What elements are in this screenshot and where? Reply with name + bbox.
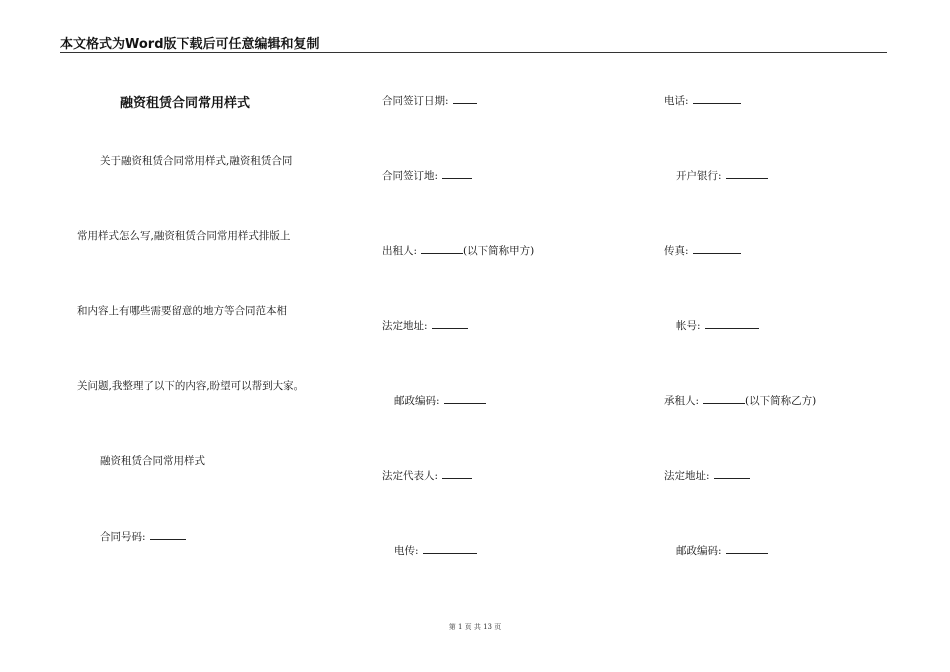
lessor-blank — [421, 243, 463, 254]
lessee-field — [664, 393, 816, 408]
fax-blank — [693, 243, 741, 254]
lessee-label: 承租人: — [664, 395, 700, 407]
sign-date-field — [382, 93, 477, 108]
legal-address-blank-1 — [432, 318, 468, 329]
lessee-note: (以下简称乙方) — [745, 395, 817, 407]
telex-field — [394, 543, 477, 558]
intro-line-4: 关问题,我整理了以下的内容,盼望可以帮到大家。 — [77, 380, 305, 392]
legal-address-label-1: 法定地址: — [382, 320, 428, 332]
postcode-label-2: 邮政编码: — [676, 545, 722, 557]
phone-label: 电话: — [664, 95, 689, 107]
legal-address-blank-2 — [714, 468, 750, 479]
lessor-note: (以下简称甲方) — [463, 245, 535, 257]
telex-blank — [423, 543, 477, 554]
document-title: 融资租赁合同常用样式 — [120, 96, 251, 111]
fax-field — [664, 243, 741, 258]
phone-field — [664, 93, 741, 108]
sign-place-blank — [442, 168, 472, 179]
bank-blank — [726, 168, 768, 179]
postcode-blank-2 — [726, 543, 768, 554]
phone-blank — [693, 93, 741, 104]
intro-line-2: 常用样式怎么写,融资租赁合同常用样式排版上 — [77, 230, 291, 242]
legal-rep-label: 法定代表人: — [382, 470, 439, 482]
legal-address-label-2: 法定地址: — [664, 470, 710, 482]
page-number: 第 1 页 共 13 页 — [448, 623, 502, 631]
sign-place-field — [382, 168, 472, 183]
legal-address-field-1 — [382, 318, 468, 333]
postcode-label-1: 邮政编码: — [394, 395, 440, 407]
header-divider — [60, 52, 887, 53]
legal-rep-field — [382, 468, 472, 483]
fax-label: 传真: — [664, 245, 689, 257]
sign-date-blank — [453, 93, 477, 104]
header-title: 本文格式为Word版下载后可任意编辑和复制 — [60, 37, 320, 52]
contract-number-blank — [150, 529, 186, 540]
lessee-blank — [703, 393, 745, 404]
account-blank — [705, 318, 759, 329]
bank-label: 开户银行: — [676, 170, 722, 182]
postcode-field-1 — [394, 393, 486, 408]
account-field — [676, 318, 759, 333]
legal-address-field-2 — [664, 468, 750, 483]
contract-number-field — [100, 529, 186, 544]
postcode-field-2 — [676, 543, 768, 558]
intro-line-1: 关于融资租赁合同常用样式,融资租赁合同 — [100, 155, 293, 167]
postcode-blank-1 — [444, 393, 486, 404]
document-subtitle: 融资租赁合同常用样式 — [100, 455, 205, 467]
account-label: 帐号: — [676, 320, 701, 332]
bank-field — [676, 168, 768, 183]
lessor-label: 出租人: — [382, 245, 418, 257]
legal-rep-blank — [442, 468, 472, 479]
sign-date-label: 合同签订日期: — [382, 95, 449, 107]
lessor-field — [382, 243, 534, 258]
telex-label: 电传: — [394, 545, 419, 557]
sign-place-label: 合同签订地: — [382, 170, 439, 182]
contract-number-label: 合同号码: — [100, 531, 146, 543]
intro-line-3: 和内容上有哪些需要留意的地方等合同范本相 — [77, 305, 287, 317]
